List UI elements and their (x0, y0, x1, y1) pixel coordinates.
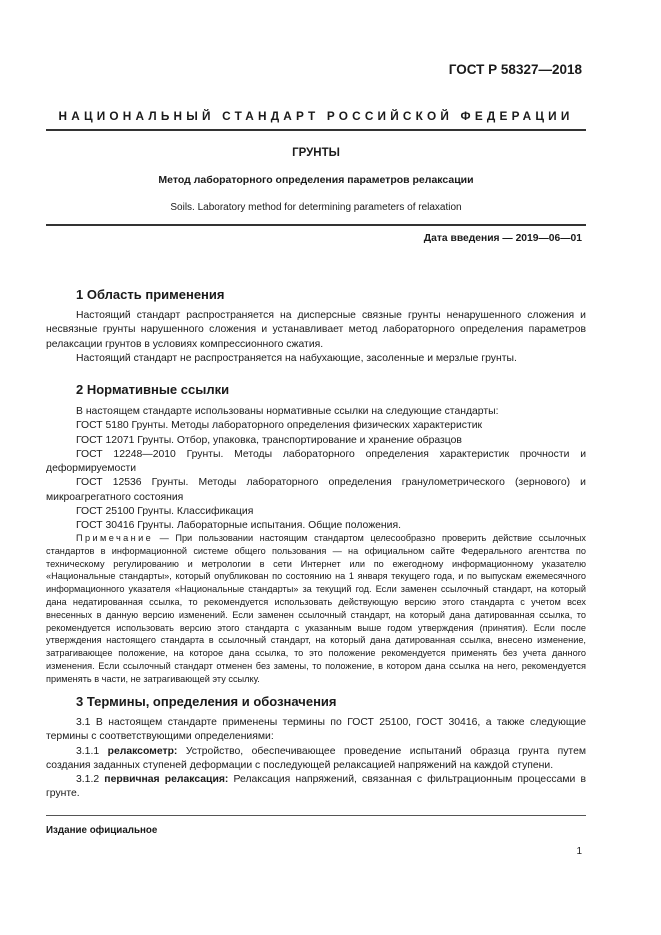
section-2-intro: В настоящем стандарте использованы нормативные ссылки на следующие стандарты: (76, 406, 499, 417)
reference-item: ГОСТ 12071 Грунты. Отбор, упаковка, транспортирование и хранение образцов (76, 434, 462, 446)
term-name: первичная релаксация: (104, 774, 229, 786)
reference-item: ГОСТ 5180 Грунты. Методы лабораторного определения физических характеристик (76, 420, 483, 432)
title-main: ГРУНТЫ (292, 147, 340, 159)
note-label: Примечание (76, 533, 154, 543)
section-2-heading: 2 Нормативные ссылки (76, 382, 230, 397)
section-3-paragraph-1: 3.1 В настоящем стандарте применены термины по ГОСТ 25100, ГОСТ 30416, а также следующие термины с соответствующими определениями: (46, 717, 586, 743)
page-number: 1 (576, 846, 582, 857)
title-english: Soils. Laboratory method for determining parameters of relaxation (170, 202, 462, 213)
term-number: 3.1.2 (76, 774, 105, 786)
section-3-body (46, 716, 586, 802)
term-definition: Релаксация напряжений, связанная с фильтрационным процессами в грунте. (46, 774, 587, 800)
note-text: — При пользовании настоящим стандартом целесообразно проверить действие ссылочных стандартов в информационной системе общего пользования — на официальном сайте Федерального агентства по техническому регулированию и метрологии в сети Интернет или по ежегодному информационному указателю «Национальные стандарты», который опубликован по состоянию на 1 января текущего года, и по выпускам ежемесячного информационного указателя «Национальные стандарты» за текущий год. Если заменен ссылочный стандарт, на который дана недатированная ссылка, то рекомендуется использовать действующую версию этого стандарта с учетом всех внесенных в данную версию изменений. Если заменен ссылочный стандарт, на который дана датированная ссылка, то рекомендуется использовать версию этого стандарта с указанным выше годом утверждения (принятия). Если после утверждения настоящего стандарта в ссылочный стандарт, на который дана датированная ссылка, внесено изменение, затрагивающее положение, на которое дана ссылка, то это положение рекомендуется применять без учета данного изменения. Если ссылочный стандарт отменен без замены, то положение, в котором дана ссылка на него, рекомендуется применять в части, не затрагивающей эту ссылку. (46, 533, 586, 684)
section-3-heading: 3 Термины, определения и обозначения (76, 694, 337, 709)
section-1-paragraph-1: Настоящий стандарт распространяется на дисперсные связные грунты ненарушенного сложения и несвязные грунты нарушенного сложения и устанавливает метод лабораторного определения параметров релаксации грунтов в условиях компрессионного сжатия. (46, 310, 586, 350)
reference-item: ГОСТ 12536 Грунты. Методы лабораторного определения гранулометрического (зернового) и микроагрегатного состояния (46, 477, 586, 503)
reference-item: ГОСТ 30416 Грунты. Лабораторные испытания. Общие положения. (76, 520, 401, 532)
introduction-date: Дата введения — 2019—06—01 (423, 233, 582, 244)
national-standard-heading: НАЦИОНАЛЬНЫЙ СТАНДАРТ РОССИЙСКОЙ ФЕДЕРАЦИИ (58, 109, 574, 123)
title-rule (46, 224, 586, 226)
reference-item: ГОСТ 25100 Грунты. Классификация (76, 506, 254, 518)
document-code: ГОСТ Р 58327—2018 (448, 62, 582, 77)
section-2-body (46, 405, 586, 534)
references-note (46, 532, 586, 686)
section-1-heading: 1 Область применения (76, 287, 225, 302)
section-1-paragraph-2: Настоящий стандарт не распространяется на набухающие, засоленные и мерзлые грунты. (76, 352, 517, 364)
official-edition-label: Издание официальное (46, 825, 158, 836)
term-number: 3.1.1 (76, 745, 108, 757)
term-name: релаксометр: (107, 745, 178, 757)
term-3-1-2 (46, 773, 586, 802)
title-russian: Метод лабораторного определения параметров релаксации (158, 174, 474, 186)
term-3-1-1 (46, 745, 586, 774)
reference-item: ГОСТ 12248—2010 Грунты. Методы лабораторного определения характеристик прочности и деформируемости (46, 448, 586, 475)
top-rule (46, 129, 586, 131)
section-1-body (46, 309, 586, 366)
footer-rule (46, 815, 586, 816)
term-definition: Устройство, обеспечивающее проведение испытаний образца грунта путем создания заданных ступеней деформации с последующей релаксацией напряжений на каждой ступени. (46, 745, 586, 771)
